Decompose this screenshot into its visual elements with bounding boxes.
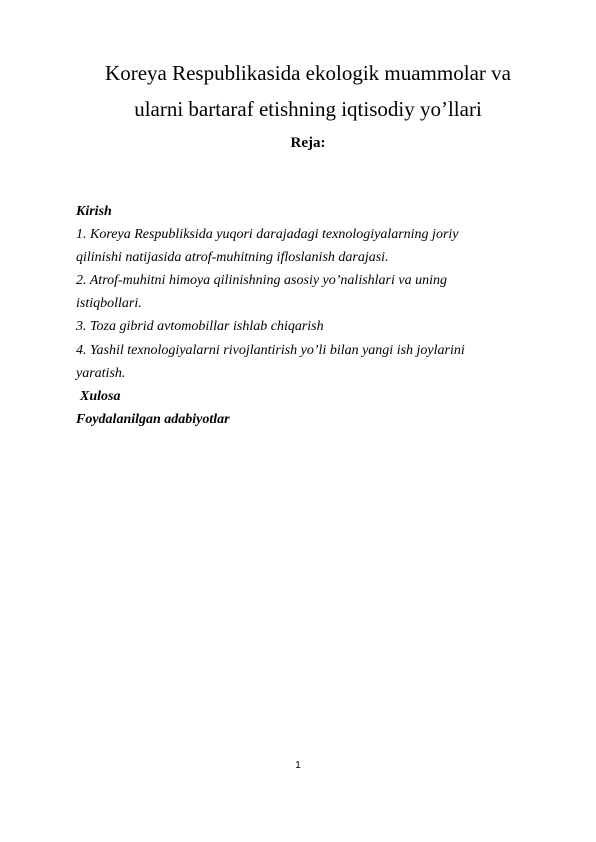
table-of-contents xyxy=(76,200,546,431)
toc-conclusion: Xulosa xyxy=(80,388,121,404)
toc-item-1-line-1: 1. Koreya Respubliksida yuqori darajadagi texnologiyalarning joriy xyxy=(76,227,459,243)
plan-heading: Reja: xyxy=(290,135,326,151)
toc-intro: Kirish xyxy=(76,204,112,219)
toc-references: Foydalanilgan adabiyotlar xyxy=(76,411,230,427)
toc-item-1-line-2: qilinishi natijasida atrof-muhitning ifloslanish darajasi. xyxy=(76,250,389,266)
document-title-line-1: Koreya Respublikasida ekologik muammolar va xyxy=(105,61,511,85)
toc-item-2-line-2: istiqbollari. xyxy=(76,296,142,312)
toc-item-4-line-1: 4. Yashil texnologiyalarni rivojlantirish yo’li bilan yangi ish joylarini xyxy=(76,342,465,358)
toc-item-2-line-1: 2. Atrof-muhitni himoya qilinishning asosiy yo’nalishlari va uning xyxy=(76,273,447,289)
document-title-line-2: ularni bartaraf etishning iqtisodiy yo’llari xyxy=(134,97,482,121)
toc-item-3: 3. Toza gibrid avtomobillar ishlab chiqarish xyxy=(76,319,324,335)
toc-item-4-line-2: yaratish. xyxy=(76,365,126,381)
page-number: 1 xyxy=(295,760,301,771)
